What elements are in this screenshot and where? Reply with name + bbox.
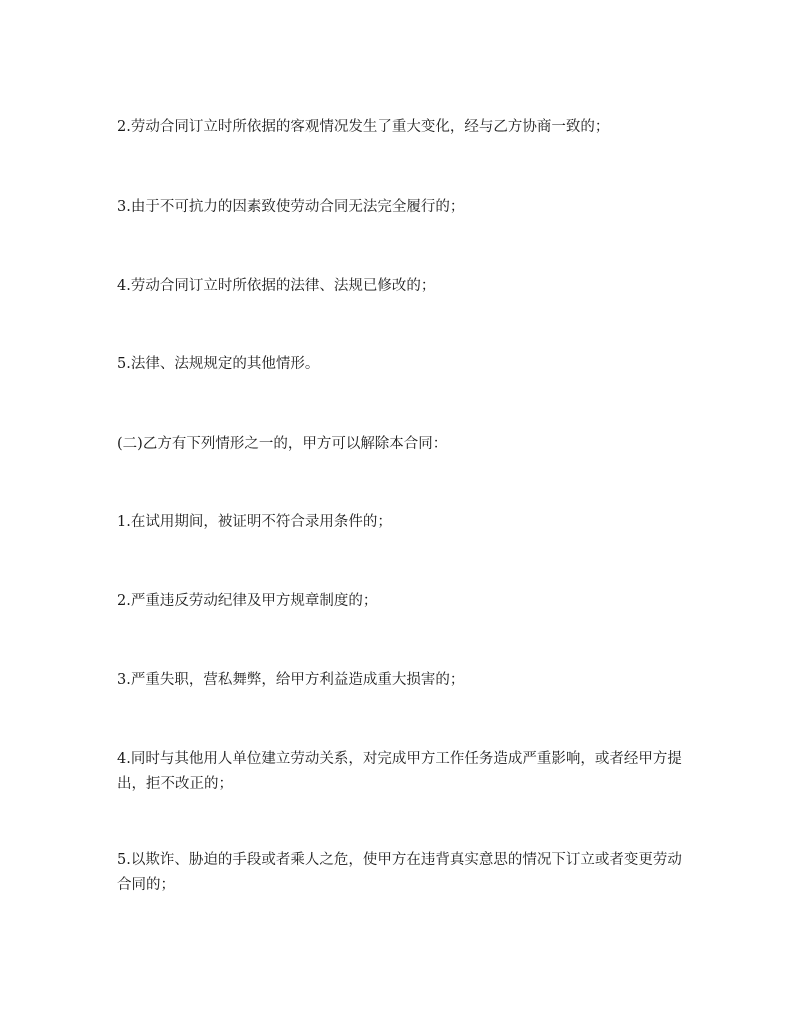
paragraph-item-4: 4.同时与其他用人单位建立劳动关系，对完成甲方工作任务造成严重影响，或者经甲方提出，拒不改正的； [117, 751, 682, 792]
paragraph-clause-2: 2.劳动合同订立时所依据的客观情况发生了重大变化，经与乙方协商一致的； [117, 119, 610, 135]
section-heading-2: (二)乙方有下列情形之一的，甲方可以解除本合同： [117, 436, 448, 452]
paragraph-item-2: 2.严重违反劳动纪律及甲方规章制度的； [117, 593, 378, 609]
paragraph-item-5: 5.以欺诈、胁迫的手段或者乘人之危，使甲方在违背真实意思的情况下订立或者变更劳动合同的； [117, 852, 682, 893]
paragraph-item-3: 3.严重失职，营私舞弊，给甲方利益造成重大损害的； [117, 672, 465, 688]
paragraph-clause-5: 5.法律、法规规定的其他情形。 [117, 356, 320, 372]
paragraph-item-1: 1.在试用期间，被证明不符合录用条件的； [117, 514, 392, 530]
paragraph-clause-4: 4.劳动合同订立时所依据的法律、法规已修改的； [117, 278, 436, 294]
paragraph-clause-3: 3.由于不可抗力的因素致使劳动合同无法完全履行的； [117, 199, 465, 215]
